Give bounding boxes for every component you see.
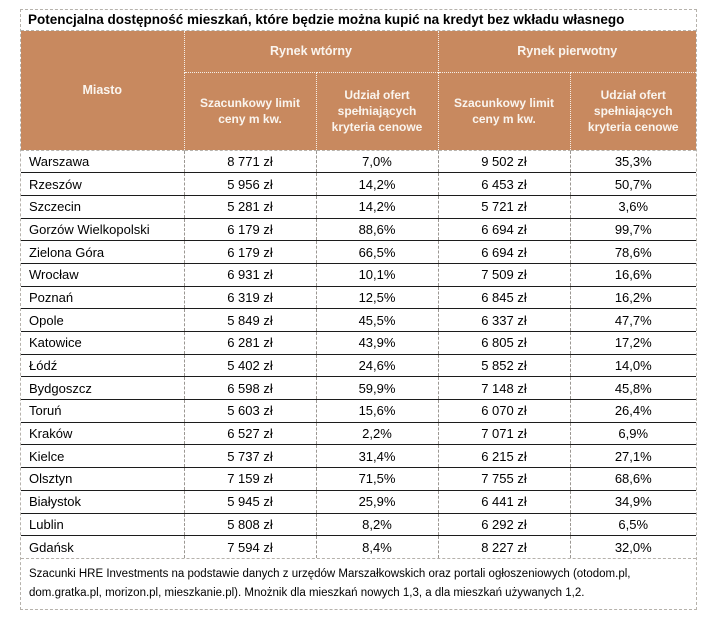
- table-row: [21, 400, 696, 423]
- table-row: [21, 241, 696, 264]
- col-header-city: Miasto: [21, 31, 184, 150]
- secondary-offers-share-cell: 10,1%: [316, 263, 438, 286]
- secondary-price-limit-cell: 5 808 zł: [184, 513, 316, 536]
- city-cell: Poznań: [21, 286, 184, 309]
- secondary-offers-share-cell: 24,6%: [316, 354, 438, 377]
- city-cell: Gorzów Wielkopolski: [21, 218, 184, 241]
- primary-offers-share-cell: 16,6%: [570, 263, 696, 286]
- secondary-price-limit-cell: 5 849 zł: [184, 309, 316, 332]
- primary-offers-share-cell: 16,2%: [570, 286, 696, 309]
- housing-availability-table: [21, 31, 696, 558]
- table-sheet: [20, 9, 697, 610]
- secondary-price-limit-cell: 6 319 zł: [184, 286, 316, 309]
- secondary-offers-share-cell: 7,0%: [316, 150, 438, 173]
- primary-offers-share-cell: 78,6%: [570, 241, 696, 264]
- secondary-offers-share-cell: 59,9%: [316, 377, 438, 400]
- primary-price-limit-cell: 6 215 zł: [438, 445, 570, 468]
- primary-price-limit-cell: 7 755 zł: [438, 468, 570, 491]
- secondary-offers-share-cell: 8,2%: [316, 513, 438, 536]
- secondary-offers-share-cell: 31,4%: [316, 445, 438, 468]
- table-row: [21, 468, 696, 491]
- secondary-price-limit-cell: 7 159 zł: [184, 468, 316, 491]
- col-group-primary-market: Rynek pierwotny: [438, 31, 696, 72]
- secondary-price-limit-cell: 6 598 zł: [184, 377, 316, 400]
- secondary-offers-share-cell: 14,2%: [316, 173, 438, 196]
- table-row: [21, 218, 696, 241]
- table-row: [21, 263, 696, 286]
- city-cell: Zielona Góra: [21, 241, 184, 264]
- secondary-price-limit-cell: 5 956 zł: [184, 173, 316, 196]
- secondary-offers-share-cell: 88,6%: [316, 218, 438, 241]
- primary-price-limit-cell: 6 845 zł: [438, 286, 570, 309]
- city-cell: Opole: [21, 309, 184, 332]
- table-row: [21, 195, 696, 218]
- col-header-secondary-price-limit: Szacunkowy limit ceny m kw.: [184, 72, 316, 150]
- table-row: [21, 377, 696, 400]
- city-cell: Warszawa: [21, 150, 184, 173]
- table-row: [21, 422, 696, 445]
- source-note: Szacunki HRE Investments na podstawie danych z urzędów Marszałkowskich oraz portali ogłoszeniowych (otodom.pl, dom.gratka.pl, morizon.pl, mieszkanie.pl). Mnożnik dla mieszkań nowych 1,3, a dla mieszkań używanych 1,2.: [21, 558, 696, 608]
- city-cell: Łódź: [21, 354, 184, 377]
- primary-offers-share-cell: 3,6%: [570, 195, 696, 218]
- primary-offers-share-cell: 34,9%: [570, 490, 696, 513]
- secondary-offers-share-cell: 66,5%: [316, 241, 438, 264]
- col-header-primary-offers-share: Udział ofert spełniających kryteria cenowe: [570, 72, 696, 150]
- secondary-offers-share-cell: 14,2%: [316, 195, 438, 218]
- primary-price-limit-cell: 6 337 zł: [438, 309, 570, 332]
- secondary-price-limit-cell: 5 737 zł: [184, 445, 316, 468]
- primary-price-limit-cell: 7 148 zł: [438, 377, 570, 400]
- secondary-price-limit-cell: 6 931 zł: [184, 263, 316, 286]
- primary-price-limit-cell: 9 502 zł: [438, 150, 570, 173]
- primary-offers-share-cell: 17,2%: [570, 332, 696, 355]
- secondary-price-limit-cell: 5 603 zł: [184, 400, 316, 423]
- city-cell: Olsztyn: [21, 468, 184, 491]
- secondary-offers-share-cell: 25,9%: [316, 490, 438, 513]
- table-row: [21, 332, 696, 355]
- primary-price-limit-cell: 6 292 zł: [438, 513, 570, 536]
- secondary-offers-share-cell: 12,5%: [316, 286, 438, 309]
- primary-offers-share-cell: 6,9%: [570, 422, 696, 445]
- city-cell: Białystok: [21, 490, 184, 513]
- primary-price-limit-cell: 5 721 zł: [438, 195, 570, 218]
- primary-offers-share-cell: 6,5%: [570, 513, 696, 536]
- secondary-offers-share-cell: 15,6%: [316, 400, 438, 423]
- table-body: [21, 150, 696, 558]
- city-cell: Lublin: [21, 513, 184, 536]
- primary-offers-share-cell: 27,1%: [570, 445, 696, 468]
- city-cell: Kraków: [21, 422, 184, 445]
- table-row: [21, 150, 696, 173]
- primary-offers-share-cell: 14,0%: [570, 354, 696, 377]
- secondary-price-limit-cell: 6 281 zł: [184, 332, 316, 355]
- primary-price-limit-cell: 6 694 zł: [438, 218, 570, 241]
- primary-price-limit-cell: 8 227 zł: [438, 536, 570, 559]
- primary-offers-share-cell: 45,8%: [570, 377, 696, 400]
- secondary-price-limit-cell: 6 179 zł: [184, 218, 316, 241]
- col-header-secondary-offers-share: Udział ofert spełniających kryteria cenowe: [316, 72, 438, 150]
- city-cell: Katowice: [21, 332, 184, 355]
- primary-offers-share-cell: 50,7%: [570, 173, 696, 196]
- city-cell: Szczecin: [21, 195, 184, 218]
- secondary-price-limit-cell: 6 179 zł: [184, 241, 316, 264]
- secondary-offers-share-cell: 71,5%: [316, 468, 438, 491]
- city-cell: Toruń: [21, 400, 184, 423]
- table-row: [21, 536, 696, 559]
- table-row: [21, 513, 696, 536]
- city-cell: Gdańsk: [21, 536, 184, 559]
- primary-price-limit-cell: 5 852 zł: [438, 354, 570, 377]
- secondary-offers-share-cell: 45,5%: [316, 309, 438, 332]
- secondary-offers-share-cell: 2,2%: [316, 422, 438, 445]
- primary-offers-share-cell: 99,7%: [570, 218, 696, 241]
- primary-price-limit-cell: 7 071 zł: [438, 422, 570, 445]
- secondary-price-limit-cell: 5 945 zł: [184, 490, 316, 513]
- city-cell: Wrocław: [21, 263, 184, 286]
- table-row: [21, 286, 696, 309]
- table-title: Potencjalna dostępność mieszkań, które będzie można kupić na kredyt bez wkładu własnego: [21, 10, 696, 31]
- col-group-secondary-market: Rynek wtórny: [184, 31, 438, 72]
- secondary-price-limit-cell: 7 594 zł: [184, 536, 316, 559]
- header-group-row: [21, 31, 696, 72]
- table-row: [21, 354, 696, 377]
- primary-offers-share-cell: 68,6%: [570, 468, 696, 491]
- primary-price-limit-cell: 6 441 zł: [438, 490, 570, 513]
- secondary-price-limit-cell: 8 771 zł: [184, 150, 316, 173]
- table-header: [21, 31, 696, 150]
- primary-offers-share-cell: 35,3%: [570, 150, 696, 173]
- primary-price-limit-cell: 7 509 zł: [438, 263, 570, 286]
- primary-offers-share-cell: 47,7%: [570, 309, 696, 332]
- city-cell: Kielce: [21, 445, 184, 468]
- table-row: [21, 173, 696, 196]
- city-cell: Bydgoszcz: [21, 377, 184, 400]
- secondary-offers-share-cell: 8,4%: [316, 536, 438, 559]
- table-row: [21, 490, 696, 513]
- table-row: [21, 445, 696, 468]
- secondary-offers-share-cell: 43,9%: [316, 332, 438, 355]
- col-header-primary-price-limit: Szacunkowy limit ceny m kw.: [438, 72, 570, 150]
- city-cell: Rzeszów: [21, 173, 184, 196]
- secondary-price-limit-cell: 6 527 zł: [184, 422, 316, 445]
- primary-price-limit-cell: 6 694 zł: [438, 241, 570, 264]
- secondary-price-limit-cell: 5 281 zł: [184, 195, 316, 218]
- primary-price-limit-cell: 6 453 zł: [438, 173, 570, 196]
- primary-price-limit-cell: 6 805 zł: [438, 332, 570, 355]
- secondary-price-limit-cell: 5 402 zł: [184, 354, 316, 377]
- primary-price-limit-cell: 6 070 zł: [438, 400, 570, 423]
- primary-offers-share-cell: 32,0%: [570, 536, 696, 559]
- primary-offers-share-cell: 26,4%: [570, 400, 696, 423]
- table-row: [21, 309, 696, 332]
